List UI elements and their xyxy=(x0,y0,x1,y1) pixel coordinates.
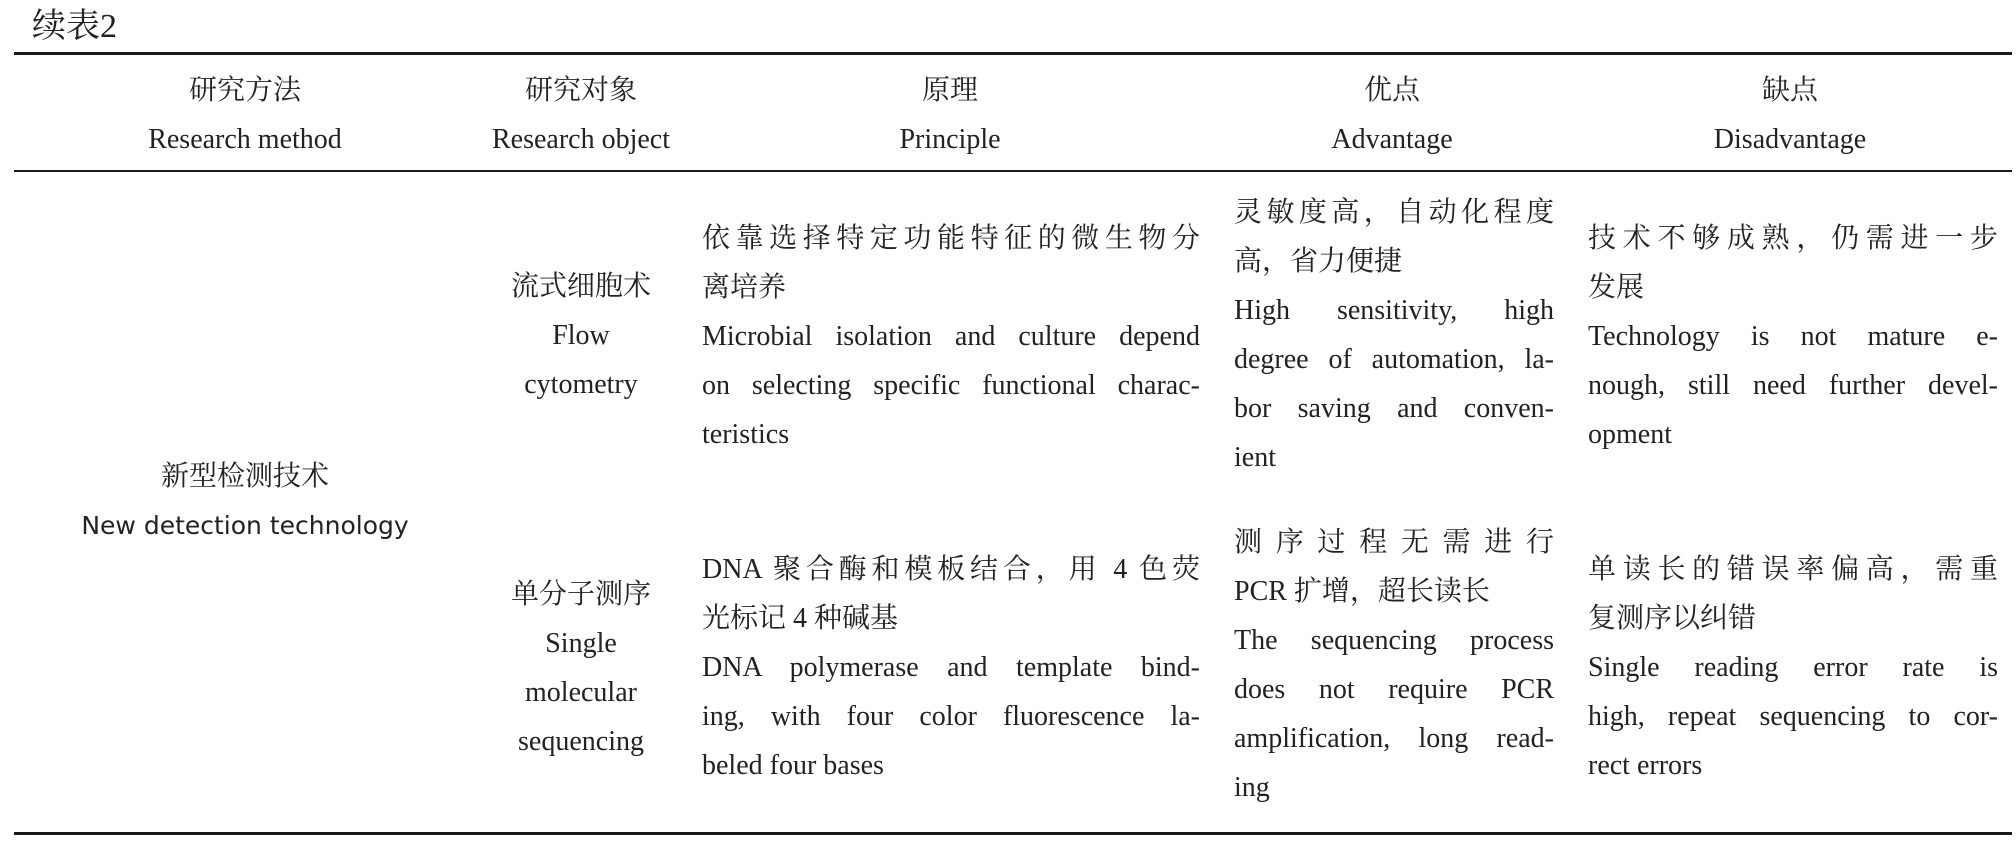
advantage-line: High sensitivity, high xyxy=(1234,295,1554,326)
advantage-cell-single-molecule xyxy=(1234,518,1554,812)
object-en-line: molecular xyxy=(525,677,637,708)
object-en-line: Flow xyxy=(552,320,610,351)
header-zh: 研究方法 xyxy=(188,75,301,106)
object-en-line: Single xyxy=(545,628,617,659)
disadvantage-line: opment xyxy=(1588,419,1672,450)
header-zh: 原理 xyxy=(921,75,978,106)
method-zh: 新型检测技术 xyxy=(160,461,329,492)
principle-line: on selecting specific functional charac- xyxy=(702,370,1200,401)
header-en: Principle xyxy=(899,124,1001,155)
header-disadvantage xyxy=(1580,66,2000,164)
disadvantage-line: Single reading error rate is xyxy=(1588,652,1998,683)
disadvantage-line: 单读长的错误率偏高，需重 xyxy=(1588,554,1998,585)
advantage-line: 测序过程无需进行 xyxy=(1234,527,1554,558)
advantage-line: amplification, long read- xyxy=(1234,723,1554,754)
header-principle xyxy=(700,66,1200,164)
disadvantage-line: high, repeat sequencing to cor- xyxy=(1588,701,1998,732)
principle-line: Microbial isolation and culture depend xyxy=(702,321,1200,352)
disadvantage-line: 复测序以纠错 xyxy=(1588,603,1757,634)
advantage-cell-flow xyxy=(1234,188,1554,482)
header-zh: 研究对象 xyxy=(524,75,637,106)
advantage-line: degree of automation, la- xyxy=(1234,344,1554,375)
principle-line: DNA 聚合酶和模板结合，用 4 色荧 xyxy=(702,554,1200,585)
object-zh: 流式细胞术 xyxy=(510,271,651,302)
object-en-line: cytometry xyxy=(524,369,638,400)
advantage-line: 高，省力便捷 xyxy=(1234,246,1403,277)
top-rule xyxy=(14,52,2012,55)
advantage-line: bor saving and conven- xyxy=(1234,393,1554,424)
header-en: Advantage xyxy=(1331,124,1453,155)
disadvantage-cell-single-molecule xyxy=(1588,545,1998,790)
header-en: Disadvantage xyxy=(1713,124,1867,155)
object-en-line: sequencing xyxy=(518,726,644,757)
object-cell-single-molecule xyxy=(460,570,702,766)
header-zh: 优点 xyxy=(1363,75,1420,106)
principle-line: ing, with four color fluorescence la- xyxy=(702,701,1200,732)
principle-line: beled four bases xyxy=(702,750,884,781)
advantage-line: The sequencing process xyxy=(1234,625,1554,656)
advantage-line: does not require PCR xyxy=(1234,674,1554,705)
method-en: New detection technology xyxy=(81,511,409,540)
header-en: Research object xyxy=(491,124,671,155)
header-advantage xyxy=(1232,66,1552,164)
table-caption: 续表2 xyxy=(32,8,117,45)
disadvantage-line: 技术不够成熟，仍需进一步 xyxy=(1588,223,1998,254)
disadvantage-cell-flow xyxy=(1588,214,1998,459)
principle-line: teristics xyxy=(702,419,790,450)
disadvantage-line: Technology is not mature e- xyxy=(1588,321,1998,352)
advantage-line: 灵敏度高，自动化程度 xyxy=(1234,197,1554,228)
object-zh: 单分子测序 xyxy=(510,579,651,610)
header-object xyxy=(460,66,702,164)
principle-cell-single-molecule xyxy=(702,545,1200,790)
header-zh: 缺点 xyxy=(1761,75,1818,106)
advantage-line: ient xyxy=(1234,442,1276,473)
bottom-rule xyxy=(14,832,2012,835)
principle-line: 光标记 4 种碱基 xyxy=(702,603,899,634)
disadvantage-line: rect errors xyxy=(1588,750,1703,781)
method-cell xyxy=(40,452,450,550)
header-en: Research method xyxy=(148,124,342,155)
advantage-line: ing xyxy=(1234,772,1270,803)
advantage-line: PCR 扩增，超长读长 xyxy=(1234,576,1490,607)
disadvantage-line: 发展 xyxy=(1588,272,1645,303)
principle-line: 依靠选择特定功能特征的微生物分 xyxy=(702,223,1200,254)
principle-cell-flow xyxy=(702,214,1200,459)
header-rule xyxy=(14,170,2012,172)
principle-line: 离培养 xyxy=(702,272,787,303)
object-cell-flow xyxy=(460,262,702,409)
header-method xyxy=(40,66,450,164)
disadvantage-line: nough, still need further devel- xyxy=(1588,370,1998,401)
principle-line: DNA polymerase and template bind- xyxy=(702,652,1200,683)
